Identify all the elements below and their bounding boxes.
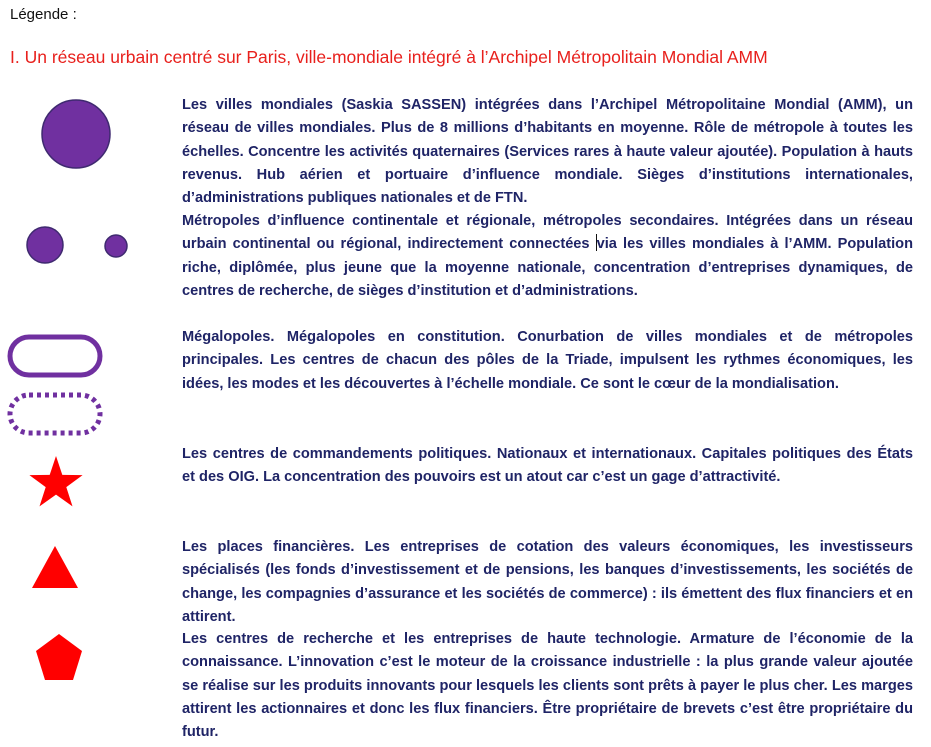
section-heading: I. Un réseau urbain centré sur Paris, ville-mondiale intégré à l’Archipel Métropolitain Mondial AMM (10, 47, 768, 67)
legend-text-megalopolises: Mégalopoles. Mégalopoles en constitution. Conurbation de villes mondiales et de métropoles principales. Les centres de chacun des pôles de la Triade, impulsent les rythmes économiques, les idées, les modes et les découvertes à l’échelle mondiale. Ce sont le cœur de la mondialisation. (182, 329, 913, 392)
legend-text-metropolises-part1: Métropoles d’influence continentale et régionale, métropoles secondaires. Intégrées dans un réseau urbain continental ou régional, indirectement connectées (182, 213, 913, 253)
financial-center-triangle-icon (30, 544, 80, 590)
megalopolis-in-formation-dotted-outline-icon (6, 391, 104, 437)
legend-text-metropolises (182, 210, 913, 303)
political-center-star-icon (28, 454, 84, 510)
research-center-pentagon-icon (34, 632, 84, 684)
megalopolis-outline-icon (6, 333, 104, 379)
legend-text-research-centers: Les centres de recherche et les entreprises de haute technologie. Armature de l’économie de la connaissance. L’innovation c’est le moteur de la croissance industrielle : la plus grande valeur ajoutée se réalise sur les produits innovants pour lesquels les clients sont prêts à payer le plus cher. Les marges attirent les actionnaires et donc les flux financiers. Être propriétaire de brevets c’est être propriétaire du futur. (182, 631, 913, 741)
legend-title: Légende : (10, 6, 77, 23)
legend-text-world-cities: Les villes mondiales (Saskia SASSEN) intégrées dans l’Archipel Métropolitaine Mondial (AMM), un réseau de villes mondiales. Plus de 8 millions d’habitants en moyenne. Rôle de métropole à toutes les échelles. Concentre les activités quaternaires (Services rares à haute valeur ajoutée). Population à hauts revenus. Hub aérien et portuaire d’influence mondiale. Sièges d’institutions internationales, d’administrations publiques nationales et de FTN. (182, 97, 913, 207)
world-city-circle-icon (38, 96, 114, 172)
secondary-metropolis-circle-icon (102, 232, 130, 260)
legend-text-financial-centers: Les places financières. Les entreprises de cotation des valeurs économiques, les investisseurs spécialisés (les fonds d’investissement et de pensions, les banques d’investissements, les sociétés de change, les compagnies d’assurance et les sociétés de commerce) : ils émettent des flux financiers et en attirent. (182, 539, 913, 625)
legend-text-metropolises-part2: via les villes mondiales à l’AMM. Population riche, diplômée, plus jeune que la moyenne nationale, concentration d’entreprises dynamiques, de centres de recherche, de sièges d’institution et d’administrations. (182, 236, 913, 299)
legend-text-political-centers: Les centres de commandements politiques. Nationaux et internationaux. Capitales politiques des États et des OIG. La concentration des pouvoirs est un atout car c’est un gage d’attractivité. (182, 446, 913, 486)
metropolis-circle-icon (24, 224, 66, 266)
